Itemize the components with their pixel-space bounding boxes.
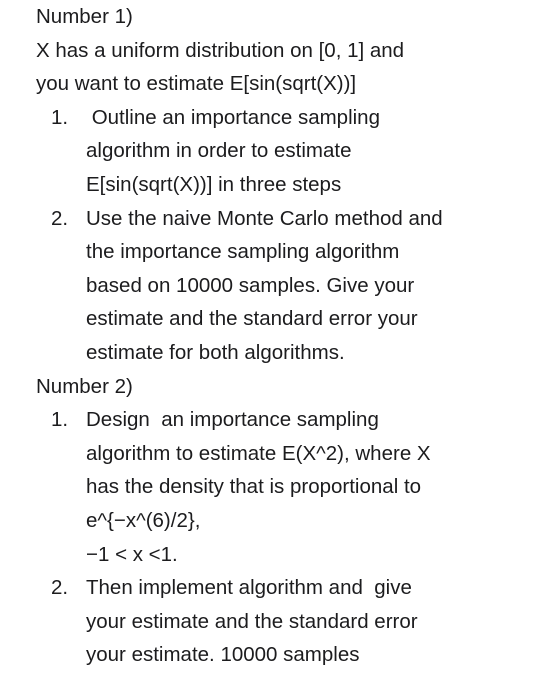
item-line: the importance sampling algorithm (86, 240, 400, 264)
item-line: Then implement algorithm and give (86, 576, 412, 600)
list-item (36, 101, 516, 202)
item-line: your estimate and the standard error (86, 609, 418, 633)
item-line: estimate for both algorithms. (86, 340, 345, 364)
item-number: 2. (51, 206, 69, 230)
list-item (36, 202, 516, 370)
item-line: your estimate. 10000 samples (86, 643, 360, 667)
item-line: based on 10000 samples. Give your (86, 273, 415, 297)
item-line: E[sin(sqrt(X))] in three steps (86, 172, 342, 196)
question-list (36, 101, 516, 370)
item-line: Design an importance sampling (86, 408, 379, 432)
item-line: Outline an importance sampling (86, 105, 380, 129)
intro-line: X has a uniform distribution on [0, 1] and (36, 38, 405, 62)
item-line: algorithm in order to estimate (86, 139, 352, 163)
intro-line: you want to estimate E[sin(sqrt(X))] (36, 72, 357, 96)
item-text (86, 101, 516, 202)
item-line: e^{−x^(6)/2}, (86, 508, 201, 532)
section-number-2 (36, 370, 516, 672)
question-list (36, 403, 516, 672)
item-line: estimate and the standard error your (86, 307, 418, 331)
item-number: 1. (51, 105, 69, 129)
item-number: 2. (51, 576, 69, 600)
item-line: −1 < x <1. (86, 542, 178, 566)
item-text (86, 403, 516, 571)
section-heading: Number 1) (36, 5, 133, 28)
item-line: algorithm to estimate E(X^2), where X (86, 441, 431, 465)
section-number-1 (36, 0, 516, 370)
section-heading: Number 2) (36, 374, 133, 398)
item-text (86, 571, 516, 672)
list-item (36, 403, 516, 571)
item-line: has the density that is proportional to (86, 475, 422, 499)
item-number: 1. (51, 408, 69, 432)
list-item (36, 571, 516, 672)
item-text (86, 202, 516, 370)
document-body (36, 0, 516, 672)
item-line: Use the naive Monte Carlo method and (86, 206, 443, 230)
